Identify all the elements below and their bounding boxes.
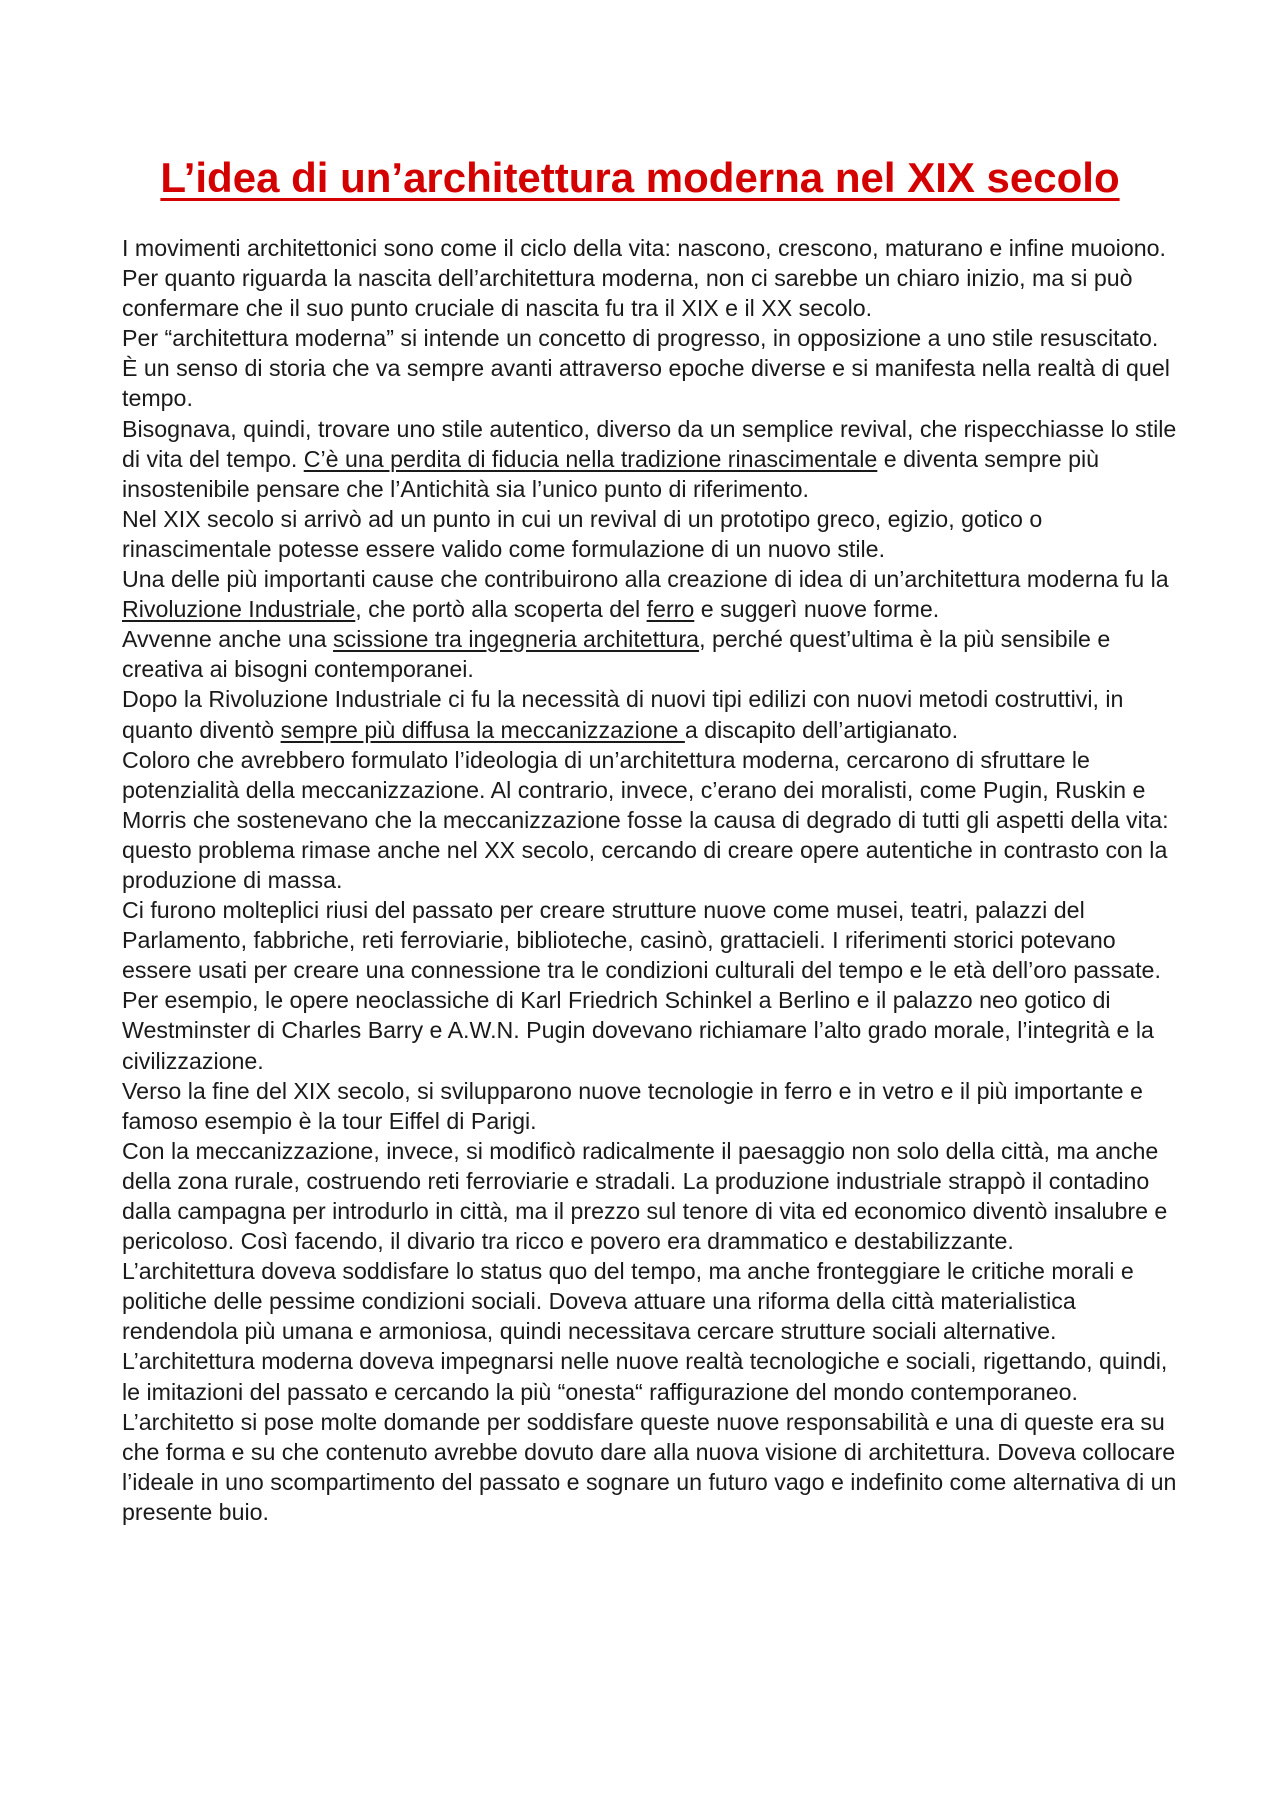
paragraph-6 bbox=[122, 564, 1178, 624]
paragraph-6-text-c: e suggerì nuove forme. bbox=[694, 596, 940, 623]
document-body bbox=[122, 233, 1178, 1527]
paragraph-3: Per “architettura moderna” si intende un concetto di progresso, in opposizione a uno stile resuscitato. È un senso di storia che va sempre avanti attraverso epoche diverse e si manifesta nella realtà di quel tempo. bbox=[122, 325, 1170, 412]
paragraph-7-underlined-1: scissione tra ingegneria architettura bbox=[333, 626, 700, 653]
document-title bbox=[0, 152, 1280, 204]
paragraph-4-text-a: Bisognava, quindi, trovare uno stile autentico, diverso da un semplice revival, che rispecchiasse lo stile di vita del tempo. bbox=[122, 415, 1177, 472]
paragraph-4-text-b: e diventa sempre più insostenibile pensare che l’Antichità sia l’unico punto di riferimento. bbox=[122, 445, 1100, 502]
paragraph-13: L’architettura doveva soddisfare lo status quo del tempo, ma anche fronteggiare le critiche morali e politiche delle pessime condizioni sociali. Doveva attuare una riforma della città materialistica rendendola più umana e armoniosa, quindi necessitava cercare strutture sociali alternative. L’architettura moderna doveva impegnarsi nelle nuove realtà tecnologiche e sociali, rigettando, quindi, le imitazioni del passato e cercando la più “onesta“ raffigurazione del mondo contemporaneo. bbox=[122, 1258, 1168, 1405]
paragraph-12: Con la meccanizzazione, invece, si modificò radicalmente il paesaggio non solo della città, ma anche della zona rurale, costruendo reti ferroviarie e stradali. La produzione industriale strappò il contadino dalla campagna per introdurlo in città, ma il prezzo sul tenore di vita ed economico diventò insalubre e pericoloso. Così facendo, il divario tra ricco e povero era drammatico e destabilizzante. bbox=[122, 1137, 1168, 1255]
paragraph-8 bbox=[122, 684, 1178, 744]
paragraph-7-text-a: Avvenne anche una bbox=[122, 626, 334, 653]
paragraph-10: Ci furono molteplici riusi del passato per creare strutture nuove come musei, teatri, palazzi del Parlamento, fabbriche, reti ferroviarie, biblioteche, casinò, grattacieli. I riferimenti storici potevano essere usati per creare una connessione tra le condizioni culturali del tempo e le età dell’oro passate. Per esempio, le opere neoclassiche di Karl Friedrich Schinkel a Berlino e il palazzo neo gotico di Westminster di Charles Barry e A.W.N. Pugin dovevano richiamare l’alto grado morale, l’integrità e la civilizzazione. bbox=[122, 897, 1161, 1074]
paragraph-6-underlined-1: Rivoluzione Industriale bbox=[122, 596, 356, 623]
paragraph-4 bbox=[122, 414, 1178, 504]
paragraph-6-text-b: , che portò alla scoperta del bbox=[355, 596, 647, 623]
paragraph-4-underlined-1: C’è una perdita di fiducia nella tradizione rinascimentale bbox=[303, 445, 878, 472]
paragraph-6-underlined-2: ferro bbox=[646, 596, 695, 623]
document-title-text: L’idea di un’architettura moderna nel XIX secolo bbox=[160, 154, 1120, 201]
paragraph-14: L’architetto si pose molte domande per soddisfare queste nuove responsabilità e una di queste era su che forma e su che contenuto avrebbe dovuto dare alla nuova visione di architettura. Doveva collocare l’ideale in uno scompartimento del passato e sognare un futuro vago e indefinito come alternativa di un presente buio. bbox=[122, 1408, 1177, 1525]
paragraph-6-text-a: Una delle più importanti cause che contribuirono alla creazione di idea di un’architettura moderna fu la bbox=[122, 566, 1169, 593]
paragraph-1: I movimenti architettonici sono come il ciclo della vita: nascono, crescono, maturano e infine muoiono. bbox=[122, 235, 1166, 261]
paragraph-5: Nel XIX secolo si arrivò ad un punto in cui un revival di un prototipo greco, egizio, gotico o rinascimentale potesse essere valido come formulazione di un nuovo stile. bbox=[122, 505, 1043, 562]
paragraph-8-text-a: Dopo la Rivoluzione Industriale ci fu la necessità di nuovi tipi edilizi con nuovi metodi costruttivi, in quanto diventò bbox=[122, 686, 1124, 743]
paragraph-11: Verso la fine del XIX secolo, si svilupparono nuove tecnologie in ferro e in vetro e il più importante e famoso esempio è la tour Eiffel di Parigi. bbox=[122, 1077, 1143, 1134]
paragraph-9: Coloro che avrebbero formulato l’ideologia di un’architettura moderna, cercarono di sfruttare le potenzialità della meccanizzazione. Al contrario, invece, c’erano dei moralisti, come Pugin, Ruskin e Morris che sostenevano che la meccanizzazione fosse la causa di degrado di tutti gli aspetti della vita: questo problema rimase anche nel XX secolo, cercando di creare opere autentiche in contrasto con la produzione di massa. bbox=[122, 746, 1169, 893]
paragraph-2: Per quanto riguarda la nascita dell’architettura moderna, non ci sarebbe un chiaro inizio, ma si può confermare che il suo punto cruciale di nascita fu tra il XIX e il XX secolo. bbox=[122, 265, 1133, 322]
paragraph-7 bbox=[122, 624, 1178, 684]
paragraph-8-underlined-1: sempre più diffusa la meccanizzazione bbox=[280, 716, 685, 743]
paragraph-7-text-b: , perché quest’ultima è la più sensibile e creativa ai bisogni contemporanei. bbox=[122, 626, 1111, 683]
paragraph-8-text-b: a discapito dell’artigianato. bbox=[684, 716, 959, 743]
